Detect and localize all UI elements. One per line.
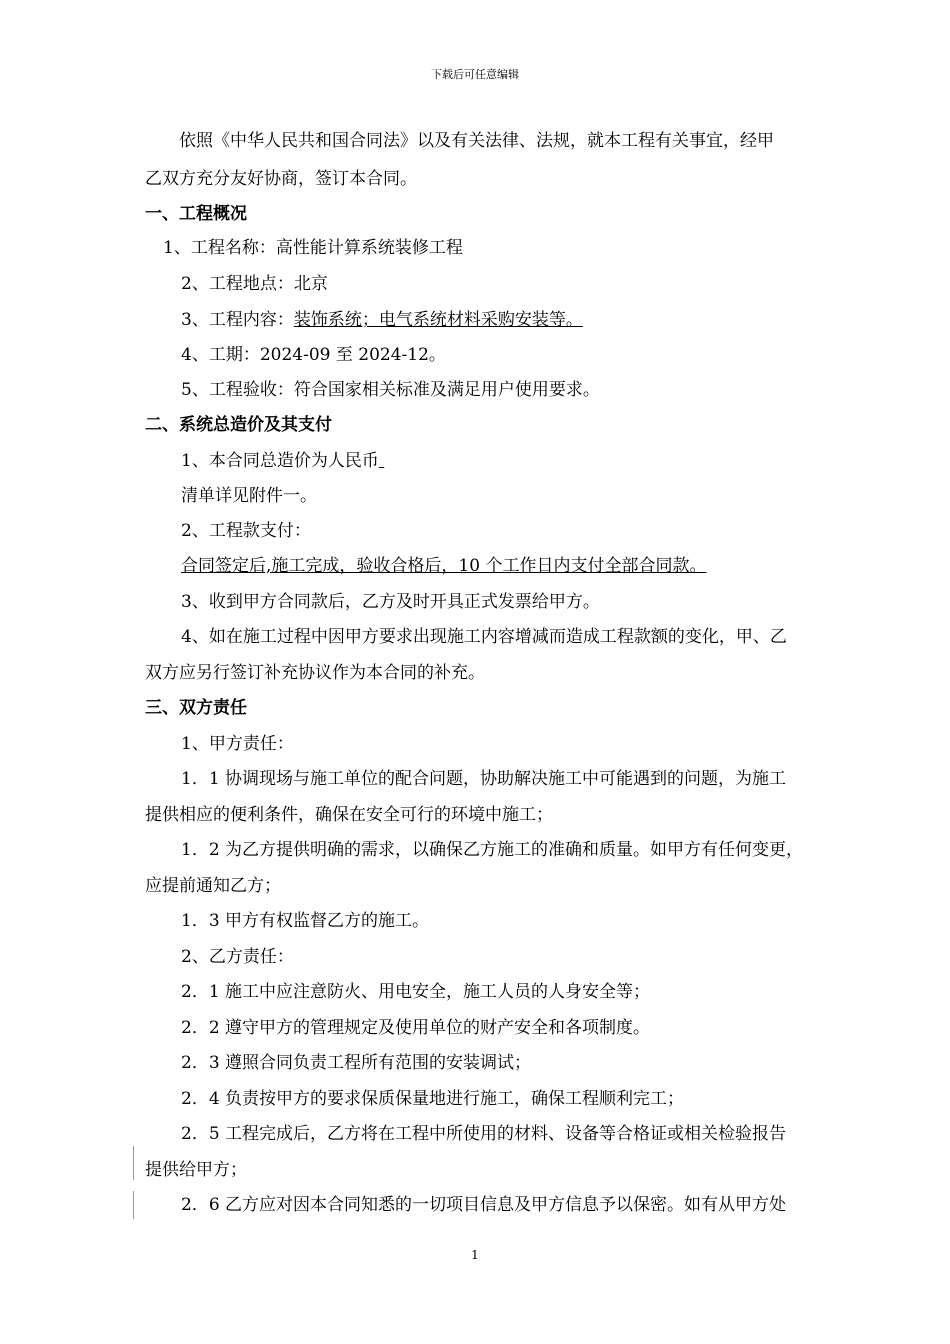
intro-line-1: 依照《中华人民共和国合同法》以及有关法律、法规，就本工程有关事宜，经甲 (179, 131, 774, 151)
project-duration: 4、工期：2024-09 至 2024-12。 (181, 345, 446, 365)
project-content-value: 装饰系统；电气系统材料采购安装等。 (293, 310, 583, 330)
project-content (145, 309, 901, 331)
party-b-2-1: 2．1 施工中应注意防火、用电安全，施工人员的人身安全等； (181, 982, 651, 1002)
party-a-1-1-line-2: 提供相应的便利条件，确保在安全可行的环境中施工； (145, 805, 553, 825)
party-b-2-3: 2．3 遵照合同负责工程所有范围的安装调试； (181, 1053, 532, 1073)
party-a-1-1-line-1: 1．1 协调现场与施工单位的配合问题，协助解决施工中可能遇到的问题，为施工 (181, 769, 787, 789)
party-a-1-3: 1．3 甲方有权监督乙方的施工。 (181, 911, 430, 931)
party-b-2-6-line-1: 2．6 乙方应对因本合同知悉的一切项目信息及甲方信息予以保密。如有从甲方处 (181, 1195, 787, 1215)
party-b-2-5-line-2: 提供给甲方； (145, 1160, 247, 1180)
page-header: 下载后可任意编辑 (431, 68, 519, 81)
payment-heading: 2、工程款支付： (181, 521, 311, 541)
payment-terms (145, 555, 901, 577)
party-b-2-2: 2．2 遵守甲方的管理规定及使用单位的财产安全和各项制度。 (181, 1018, 651, 1038)
section-1-heading: 一、工程概况 (145, 204, 247, 224)
party-b-2-4: 2．4 负责按甲方的要求保质保量地进行施工，确保工程顺利完工； (181, 1089, 685, 1109)
project-acceptance: 5、工程验收：符合国家相关标准及满足用户使用要求。 (181, 380, 600, 400)
revision-bar (133, 1191, 134, 1219)
payment-terms-text: 合同签定后,施工完成，验收合格后，10 个工作日内支付全部合同款。 (181, 556, 707, 576)
party-a-1-2-line-2: 应提前通知乙方； (145, 876, 281, 896)
party-a-heading: 1、甲方责任： (181, 734, 294, 754)
section-2-heading: 二、系统总造价及其支付 (145, 415, 332, 435)
revision-bar (133, 1146, 134, 1180)
change-clause-line-1: 4、如在施工过程中因甲方要求出现施工内容增减而造成工程款额的变化，甲、乙 (181, 627, 787, 647)
section-3-heading: 三、双方责任 (145, 698, 247, 718)
total-price (145, 450, 901, 472)
invoice-clause: 3、收到甲方合同款后，乙方及时开具正式发票给甲方。 (181, 592, 600, 612)
party-a-1-2-line-1: 1．2 为乙方提供明确的需求，以确保乙方施工的准确和质量。如甲方有任何变更， (181, 840, 804, 860)
party-b-2-5-line-1: 2．5 工程完成后，乙方将在工程中所使用的材料、设备等合格证或相关检验报告 (181, 1124, 787, 1144)
page-number: 1 (471, 1248, 479, 1262)
price-list-note: 清单详见附件一。 (181, 486, 317, 506)
change-clause-line-2: 双方应另行签订补充协议作为本合同的补充。 (145, 663, 485, 683)
party-b-heading: 2、乙方责任： (181, 947, 294, 967)
project-content-label: 3、工程内容： (181, 310, 294, 330)
intro-line-2: 乙双方充分友好协商，签订本合同。 (145, 169, 417, 189)
total-price-blank (379, 451, 384, 471)
project-name: 1、工程名称：高性能计算系统装修工程 (163, 238, 463, 258)
total-price-label: 1、本合同总造价为人民币 (181, 451, 379, 471)
project-location: 2、工程地点：北京 (181, 274, 328, 294)
